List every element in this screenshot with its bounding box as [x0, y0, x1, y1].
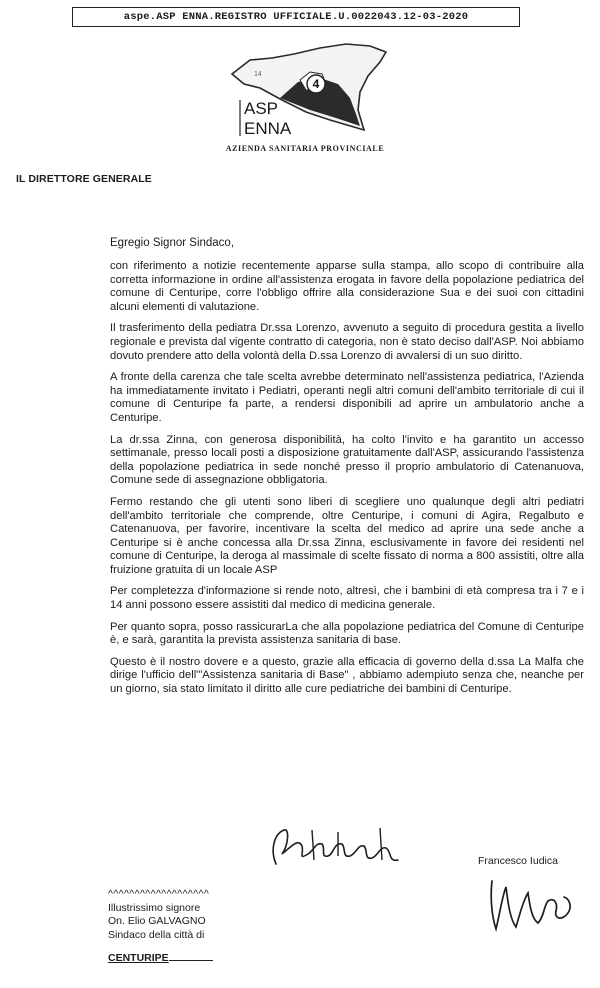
paragraph: A fronte della carenza che tale scelta avrebbe determinato nell'assistenza pediatrica, l'Azienda ha immediatamente invitato i Pediatri, operanti negli altri comuni dell'ambito territoriale di cui il comune di Centuripe fa parte, a rendersi disponibili ad aprire un ambulatorio anche a Centuripe. — [110, 371, 584, 424]
address-line: Sindaco della città di — [108, 928, 205, 941]
recipient-address — [108, 888, 213, 966]
address-line: Illustrissimo signore — [108, 901, 201, 914]
paragraph: Il trasferimento della pediatra Dr.ssa Lorenzo, avvenuto a seguito di procedura gestita a livello regionale e prevista dal vigente contratto di categoria, non è stato deciso dall'ASP. Noi abbiamo dovuto prendere atto della volontà della D.ssa Lorenzo di avvalersi di un suo diritto. — [110, 322, 584, 362]
salutation: Egregio Signor Sindaco, — [110, 237, 235, 249]
handwritten-signature — [486, 873, 578, 935]
paragraph: La dr.ssa Zinna, con generosa disponibilità, ha colto l'invito e ha garantito un accesso settimanale, presso locali posti a disposizione gratuitamente dall'ASP, assicurando l'assistenza della popolazione pediatrica in sede nonché presso il proprio ambulatorio di Catenanuova, Comune sede di assegnazione obbligatoria. — [110, 433, 584, 487]
logo-number: 4 — [312, 77, 320, 91]
logo-brand-line2: ENNA — [244, 119, 292, 138]
paragraph: Per quanto sopra, posso rassicurarLa che alla popolazione pediatrica del Comune di Centuripe è, e sarà, garantita la prevista assistenza sanitaria di base. — [110, 620, 584, 647]
signer-name: Francesco Iudica — [478, 855, 558, 867]
address-city: CENTURIPE — [108, 952, 213, 966]
page-heading: IL DIRETTORE GENERALE — [16, 173, 152, 185]
protocol-stamp: aspe.ASP ENNA.REGISTRO UFFICIALE.U.0022043.12-03-2020 — [72, 7, 520, 27]
sicily-map-icon — [210, 40, 400, 144]
address-separator: ^^^^^^^^^^^^^^^^^^^ — [108, 888, 210, 900]
svg-text:14: 14 — [254, 71, 262, 78]
paragraph: Questo è il nostro dovere e a questo, grazie alla efficacia di governo della d.ssa La Malfa che dirige l'ufficio dell'"Assistenza sanitaria di Base" , abbiamo adempiuto senza che, neanche per un giorno, sia stato limitato il diritto alle cure pediatriche dei bambini di Centuripe. — [110, 655, 584, 696]
letter-body — [110, 237, 584, 705]
asp-enna-logo — [210, 40, 400, 162]
logo-subtitle: AZIENDA SANITARIA PROVINCIALE — [225, 144, 385, 153]
paragraph: Fermo restando che gli utenti sono liberi di scegliere uno qualunque degli altri pediatri dell'ambito territoriale che comprende, oltre Centuripe, i comuni di Agira, Regalbuto e Catenanuova, per favorire, incentivare la scelta del medico ad aprire una sede anche a Centuripe si è anche concessa alla Dr.ssa Zinna, esclusivamente in favore dei residenti nel comune di Centuripe, la deroga al massimale di scelte fissato di norma a 800 assistiti, oltre alla fruizione gratuita di un locale ASP — [110, 495, 584, 576]
address-line: On. Elio GALVAGNO — [108, 915, 206, 927]
logo-brand-line1: ASP — [244, 99, 279, 118]
paragraph: con riferimento a notizie recentemente apparse sulla stampa, allo scopo di contribuire alla corretta informazione in ordine all'assistenza erogata in favore della popolazione pediatrica del comune di Centuripe, corre l'obbligo offrire alla considerazione Sua e dei suoi con cittadini alcuni elementi di valutazione. — [110, 260, 584, 313]
paragraph: Per completezza d'informazione si rende noto, altresì, che i bambini di età compresa tra i 7 e i 14 anni possono essere assistiti dal medico di medicina generale. — [110, 585, 584, 612]
handwritten-initials-signature — [268, 820, 408, 872]
